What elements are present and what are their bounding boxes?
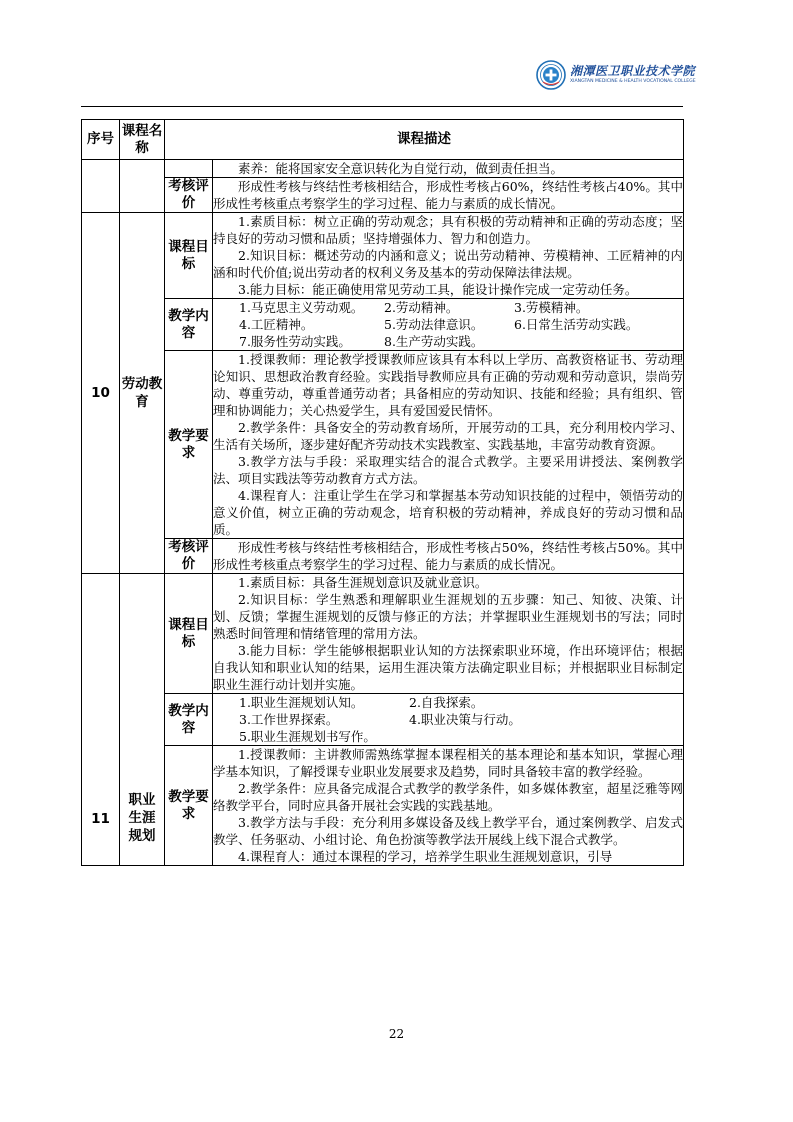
- table-row: [82, 574, 684, 694]
- row-course-name: 劳动教育: [120, 213, 165, 574]
- row-index: 11: [82, 574, 120, 866]
- continued-name-cell: [120, 160, 165, 213]
- eval-label: 考核评价: [165, 539, 213, 574]
- header-course-desc: 课程描述: [165, 120, 684, 160]
- goal-label: 课程目标: [165, 574, 213, 694]
- list-item: 3.劳模精神。: [514, 300, 589, 315]
- continued-eval-text: 形成性考核与终结性考核相结合，形成性考核占60%，终结性考核占40%。其中形成性考核重点考察学生的学习过程、能力与素质的成长情况。: [213, 179, 683, 211]
- table-row: [82, 213, 684, 299]
- header-index: 序号: [82, 120, 120, 160]
- goal-text: 1.素质目标：具备生涯规划意识及就业意识。 2.知识目标：学生熟悉和理解职业生涯规划的五步骤：知己、知彼、决策、计划、反馈；掌握生涯规划的反馈与修正的方法；并掌握职业生涯规划书的写法；同时熟悉时间管理和情绪管理的常用方法。 3.能力目标：学生能够根据职业认知的方法探索职业环境，作出环境评估；根据自我认知和职业认知的结果，运用生涯决策方法确定职业目标；并根据职业目标制定职业生涯行动计划并实施。: [213, 575, 683, 692]
- list-item: 1.马克思主义劳动观。: [239, 300, 364, 315]
- continued-text: 素养：能将国家安全意识转化为自觉行动，做到责任担当。: [213, 160, 684, 178]
- req-text: 1.授课教师：主讲教师需熟练掌握本课程相关的基本理论和基本知识，掌握心理学基本知识，了解授课专业职业发展要求及趋势，同时具备较丰富的教学经验。 2.教学条件：应具备完成混合式教学的教学条件，如多媒体教室，超星泛雅等网络教学平台，同时应具备开展社会实践的实践基地。 3.教学方法与手段：充分利用多媒设备及线上教学平台，通过案例教学、启发式教学、任务驱动、小组讨论、角色扮演等教学法开展线上线下混合式教学。 4.课程育人：通过本课程的学习，培养学生职业生涯规划意识，引导: [213, 747, 683, 864]
- table-row: [82, 299, 684, 351]
- list-item: 2.自我探索。: [409, 695, 484, 710]
- table-row: [82, 160, 684, 178]
- list-item: 4.职业决策与行动。: [409, 712, 521, 727]
- content-label: 教学内容: [165, 299, 213, 351]
- list-item: 8.生产劳动实践。: [384, 334, 484, 349]
- content-list: [213, 299, 684, 351]
- table-row: [82, 351, 684, 539]
- logo-chinese-name: 湘潭医卫职业技术学院: [570, 64, 696, 79]
- page-header: [0, 0, 793, 110]
- list-item: 5.职业生涯规划书写作。: [239, 729, 376, 744]
- list-item: 4.工匠精神。: [239, 317, 314, 332]
- logo-english-name: XIANGTAN MEDICINE & HEALTH VOCATIONAL COLLEGE: [570, 79, 696, 85]
- eval-text: 形成性考核与终结性考核相结合，形成性考核占50%，终结性考核占50%。其中形成性考核重点考察学生的学习过程、能力与素质的成长情况。: [213, 540, 683, 572]
- page-number: 22: [388, 1027, 405, 1041]
- row-index: 10: [82, 213, 120, 574]
- content-label: 教学内容: [165, 694, 213, 746]
- continued-label-cell: [165, 160, 213, 178]
- list-item: 5.劳动法律意识。: [384, 317, 484, 332]
- list-item: 1.职业生涯规划认知。: [239, 695, 364, 710]
- header-rule: [81, 106, 683, 107]
- table-row: [82, 694, 684, 746]
- table-row: [82, 178, 684, 213]
- course-table: [81, 119, 684, 866]
- req-label: 教学要求: [165, 746, 213, 866]
- req-label: 教学要求: [165, 351, 213, 539]
- goal-text: 1.素质目标：树立正确的劳动观念；具有积极的劳动精神和正确的劳动态度；坚持良好的劳动习惯和品质；坚持增强体力、智力和创造力。 2.知识目标：概述劳动的内涵和意义；说出劳动精神、劳模精神、工匠精神的内涵和时代价值;说出劳动者的权利义务及基本的劳动保障法律法规。 3.能力目标：能正确使用常见劳动工具，能设计操作完成一定劳动任务。: [213, 214, 683, 297]
- table-row: [82, 746, 684, 866]
- list-item: 6.日常生活劳动实践。: [514, 317, 639, 332]
- content-list: [213, 694, 684, 746]
- continued-index-cell: [82, 160, 120, 213]
- goal-label: 课程目标: [165, 213, 213, 299]
- continued-eval-label: 考核评价: [165, 178, 213, 213]
- college-emblem-icon: [536, 60, 566, 90]
- list-item: 7.服务性劳动实践。: [239, 334, 351, 349]
- list-item: 2.劳动精神。: [384, 300, 459, 315]
- table-header-row: [82, 120, 684, 160]
- list-item: 3.工作世界探索。: [239, 712, 339, 727]
- req-text: 1.授课教师：理论教学授课教师应该具有本科以上学历、高教资格证书、劳动理论知识、思想政治教育经验。实践指导教师应具有正确的劳动观和劳动意识，崇尚劳动、尊重劳动，尊重普通劳动者；具备相应的劳动知识、技能和经验；具有组织、管理和协调能力；关心热爱学生，具有爱国爱民情怀。 2.教学条件：具备安全的劳动教育场所，开展劳动的工具，充分利用校内学习、生活有关场所，逐步建好配齐劳动技术实践教室、实践基地，丰富劳动教育资源。 3.教学方法与手段：采取理实结合的混合式教学。主要采用讲授法、案例教学法、项目实践法等劳动教育方式方法。 4.课程育人：注重让学生在学习和掌握基本劳动知识技能的过程中，领悟劳动的意义价值，树立正确的劳动观念，培育积极的劳动精神，养成良好的劳动习惯和品质。: [213, 352, 683, 537]
- table-row: [82, 539, 684, 574]
- college-logo: [536, 58, 696, 92]
- header-course-name: 课程名称: [120, 120, 165, 160]
- row-course-name: 职业生涯规划: [120, 574, 165, 866]
